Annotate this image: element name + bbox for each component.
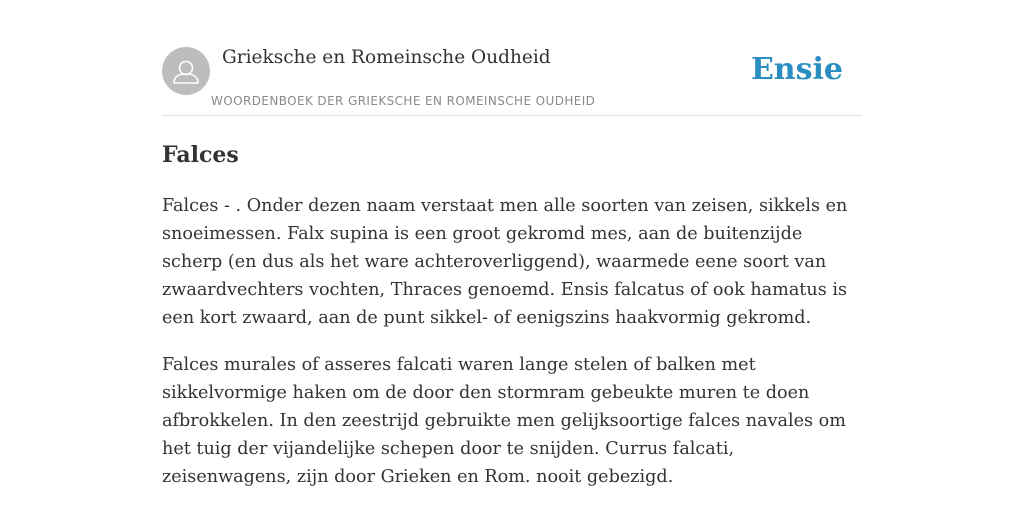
entry-paragraph: Falces murales of asseres falcati waren lange stelen of balken met sikkelvormige haken om de door den stormram gebeukte muren te doen afbrokkelen. In den zeestrijd gebruikte men gelijksoortige falces navales om het tuig der vijandelijke schepen door te snijden. Currus falcati, zeisenwagens, zijn door Grieken en Rom. nooit gebezigd.: [162, 355, 846, 487]
user-outline-icon: [162, 47, 210, 95]
source-subtitle[interactable]: WOORDENBOEK DER GRIEKSCHE EN ROMEINSCHE OUDHEID: [211, 94, 596, 108]
entry-title: Falces: [162, 142, 239, 168]
entry-body: [162, 192, 862, 510]
source-header: [162, 46, 862, 116]
source-title[interactable]: Grieksche en Romeinsche Oudheid: [222, 47, 551, 68]
entry-paragraph: Falces - . Onder dezen naam verstaat men alle soorten van zeisen, sikkels en snoeimessen. Falx supina is een groot gekromd mes, aan de buitenzijde scherp (en dus als het ware achteroverliggend), waarmede eene soort van zwaardvechters vochten, Thraces genoemd. Ensis falcatus of ook hamatus is een kort zwaard, aan de punt sikkel- of eenigszins haakvormig gekromd.: [162, 196, 848, 328]
avatar[interactable]: [162, 47, 210, 95]
ensie-logo[interactable]: Ensie: [750, 52, 843, 87]
